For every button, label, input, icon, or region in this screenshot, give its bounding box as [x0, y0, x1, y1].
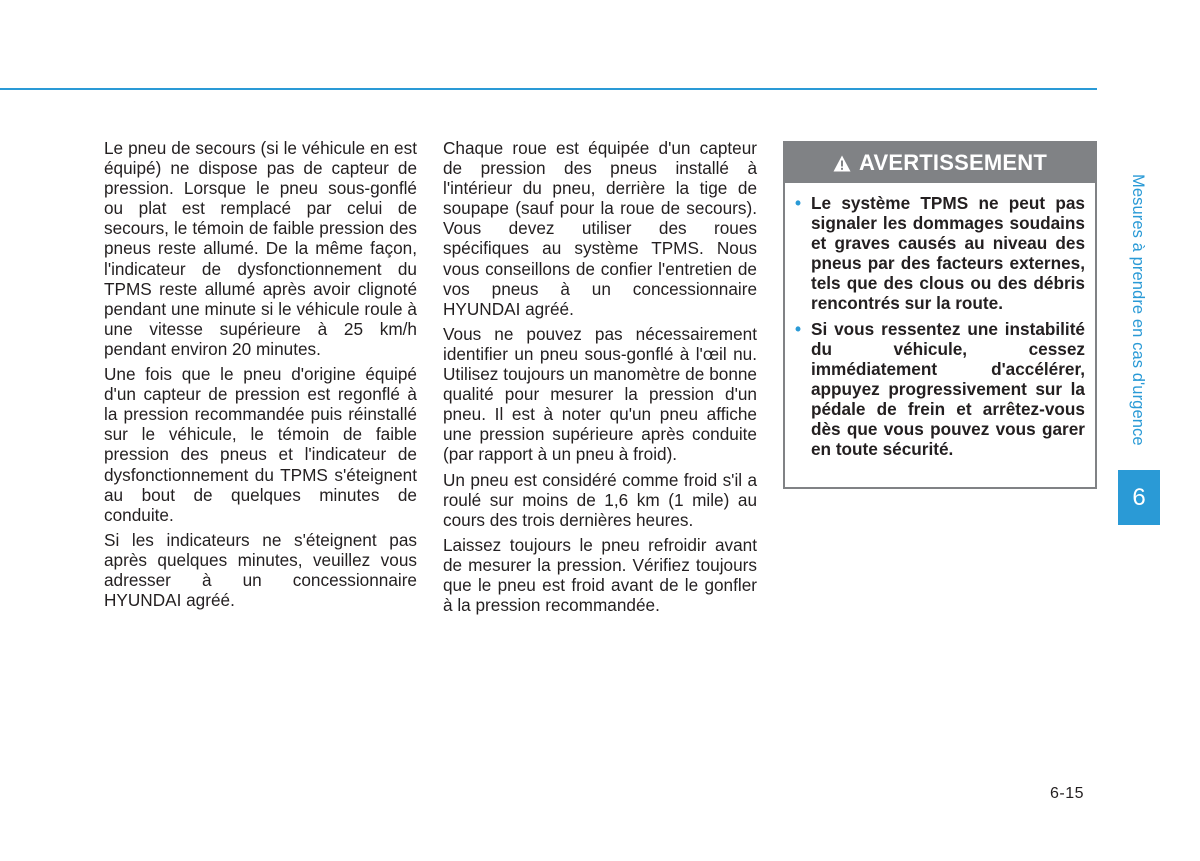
- middle-paragraph-2: Vous ne pouvez pas nécessairement identifier un pneu sous-gonflé à l'œil nu. Utilisez toujours un manomètre de bonne qualité pour mesurer la pression d'un pneu. Il est à noter qu'un pneu affiche une pression supérieure après conduite (par rapport à un pneu à froid).: [443, 323, 757, 465]
- warning-header: [785, 143, 1095, 183]
- chapter-tab: [1118, 470, 1160, 525]
- header-rule: [0, 88, 1097, 90]
- page-number: 6-15: [1050, 785, 1085, 802]
- left-paragraph-1: Le pneu de secours (si le véhicule en est équipé) ne dispose pas de capteur de pression. Lorsque le pneu sous-gonflé ou plat est remplacé par celui de secours, le témoin de faible pression des pneus reste allumé. De la même façon, l'indicateur de dysfonctionnement du TPMS reste allumé après avoir clignoté pendant une minute si le véhicule roule à une vitesse supérieure à 25 km/h pendant environ 20 minutes.: [104, 138, 417, 359]
- warning-box: [783, 141, 1097, 489]
- left-paragraph-3: Si les indicateurs ne s'éteignent pas après quelques minutes, veuillez vous adresser à un concessionnaire HYUNDAI agréé.: [104, 529, 417, 611]
- bullet-icon: •: [795, 319, 802, 339]
- middle-paragraph-1: Chaque roue est équipée d'un capteur de pression des pneus installé à l'intérieur du pneu, derrière la tige de soupape (sauf pour la roue de secours). Vous devez utiliser des roues spécifiques au système TPMS. Nous vous conseillons de confier l'entretien de vos pneus à un concessionnaire HYUNDAI agréé.: [443, 138, 757, 319]
- warning-item-text: Le système TPMS ne peut pas signaler les dommages soudains et graves causés au niveau des pneus par des facteurs externes, tels que des clous ou des débris rencontrés sur la route.: [811, 193, 1085, 313]
- left-column: [104, 138, 417, 615]
- warning-item: [795, 319, 1085, 459]
- middle-paragraph-3: Un pneu est considéré comme froid s'il a roulé sur moins de 1,6 km (1 mile) au cours des trois dernières heures.: [443, 469, 757, 530]
- warning-title: AVERTISSEMENT: [859, 150, 1047, 175]
- left-paragraph-2: Une fois que le pneu d'origine équipé d'un capteur de pression est regonflé à la pression recommandée puis réinstallé sur le véhicule, le témoin de faible pression des pneus et l'indicateur de dysfonctionnement du TPMS s'éteignent au bout de quelques minutes de conduite.: [104, 364, 417, 525]
- warning-list: [785, 183, 1095, 459]
- warning-item: [795, 193, 1085, 313]
- chapter-number: 6: [1132, 483, 1146, 511]
- section-title: Mesures à prendre en cas d'urgence: [1129, 174, 1147, 446]
- warning-triangle-icon: [833, 155, 851, 172]
- middle-column: [443, 138, 757, 620]
- warning-item-text: Si vous ressentez une instabilité du véhicule, cessez immédiatement d'accélérer, appuyez progressivement sur la pédale de frein et arrêtez-vous dès que vous pouvez vous garer en toute sécurité.: [811, 319, 1085, 459]
- middle-paragraph-4: Laissez toujours le pneu refroidir avant de mesurer la pression. Vérifiez toujours que le pneu est froid avant de le gonfler à la pression recommandée.: [443, 534, 757, 616]
- bullet-icon: •: [795, 193, 802, 213]
